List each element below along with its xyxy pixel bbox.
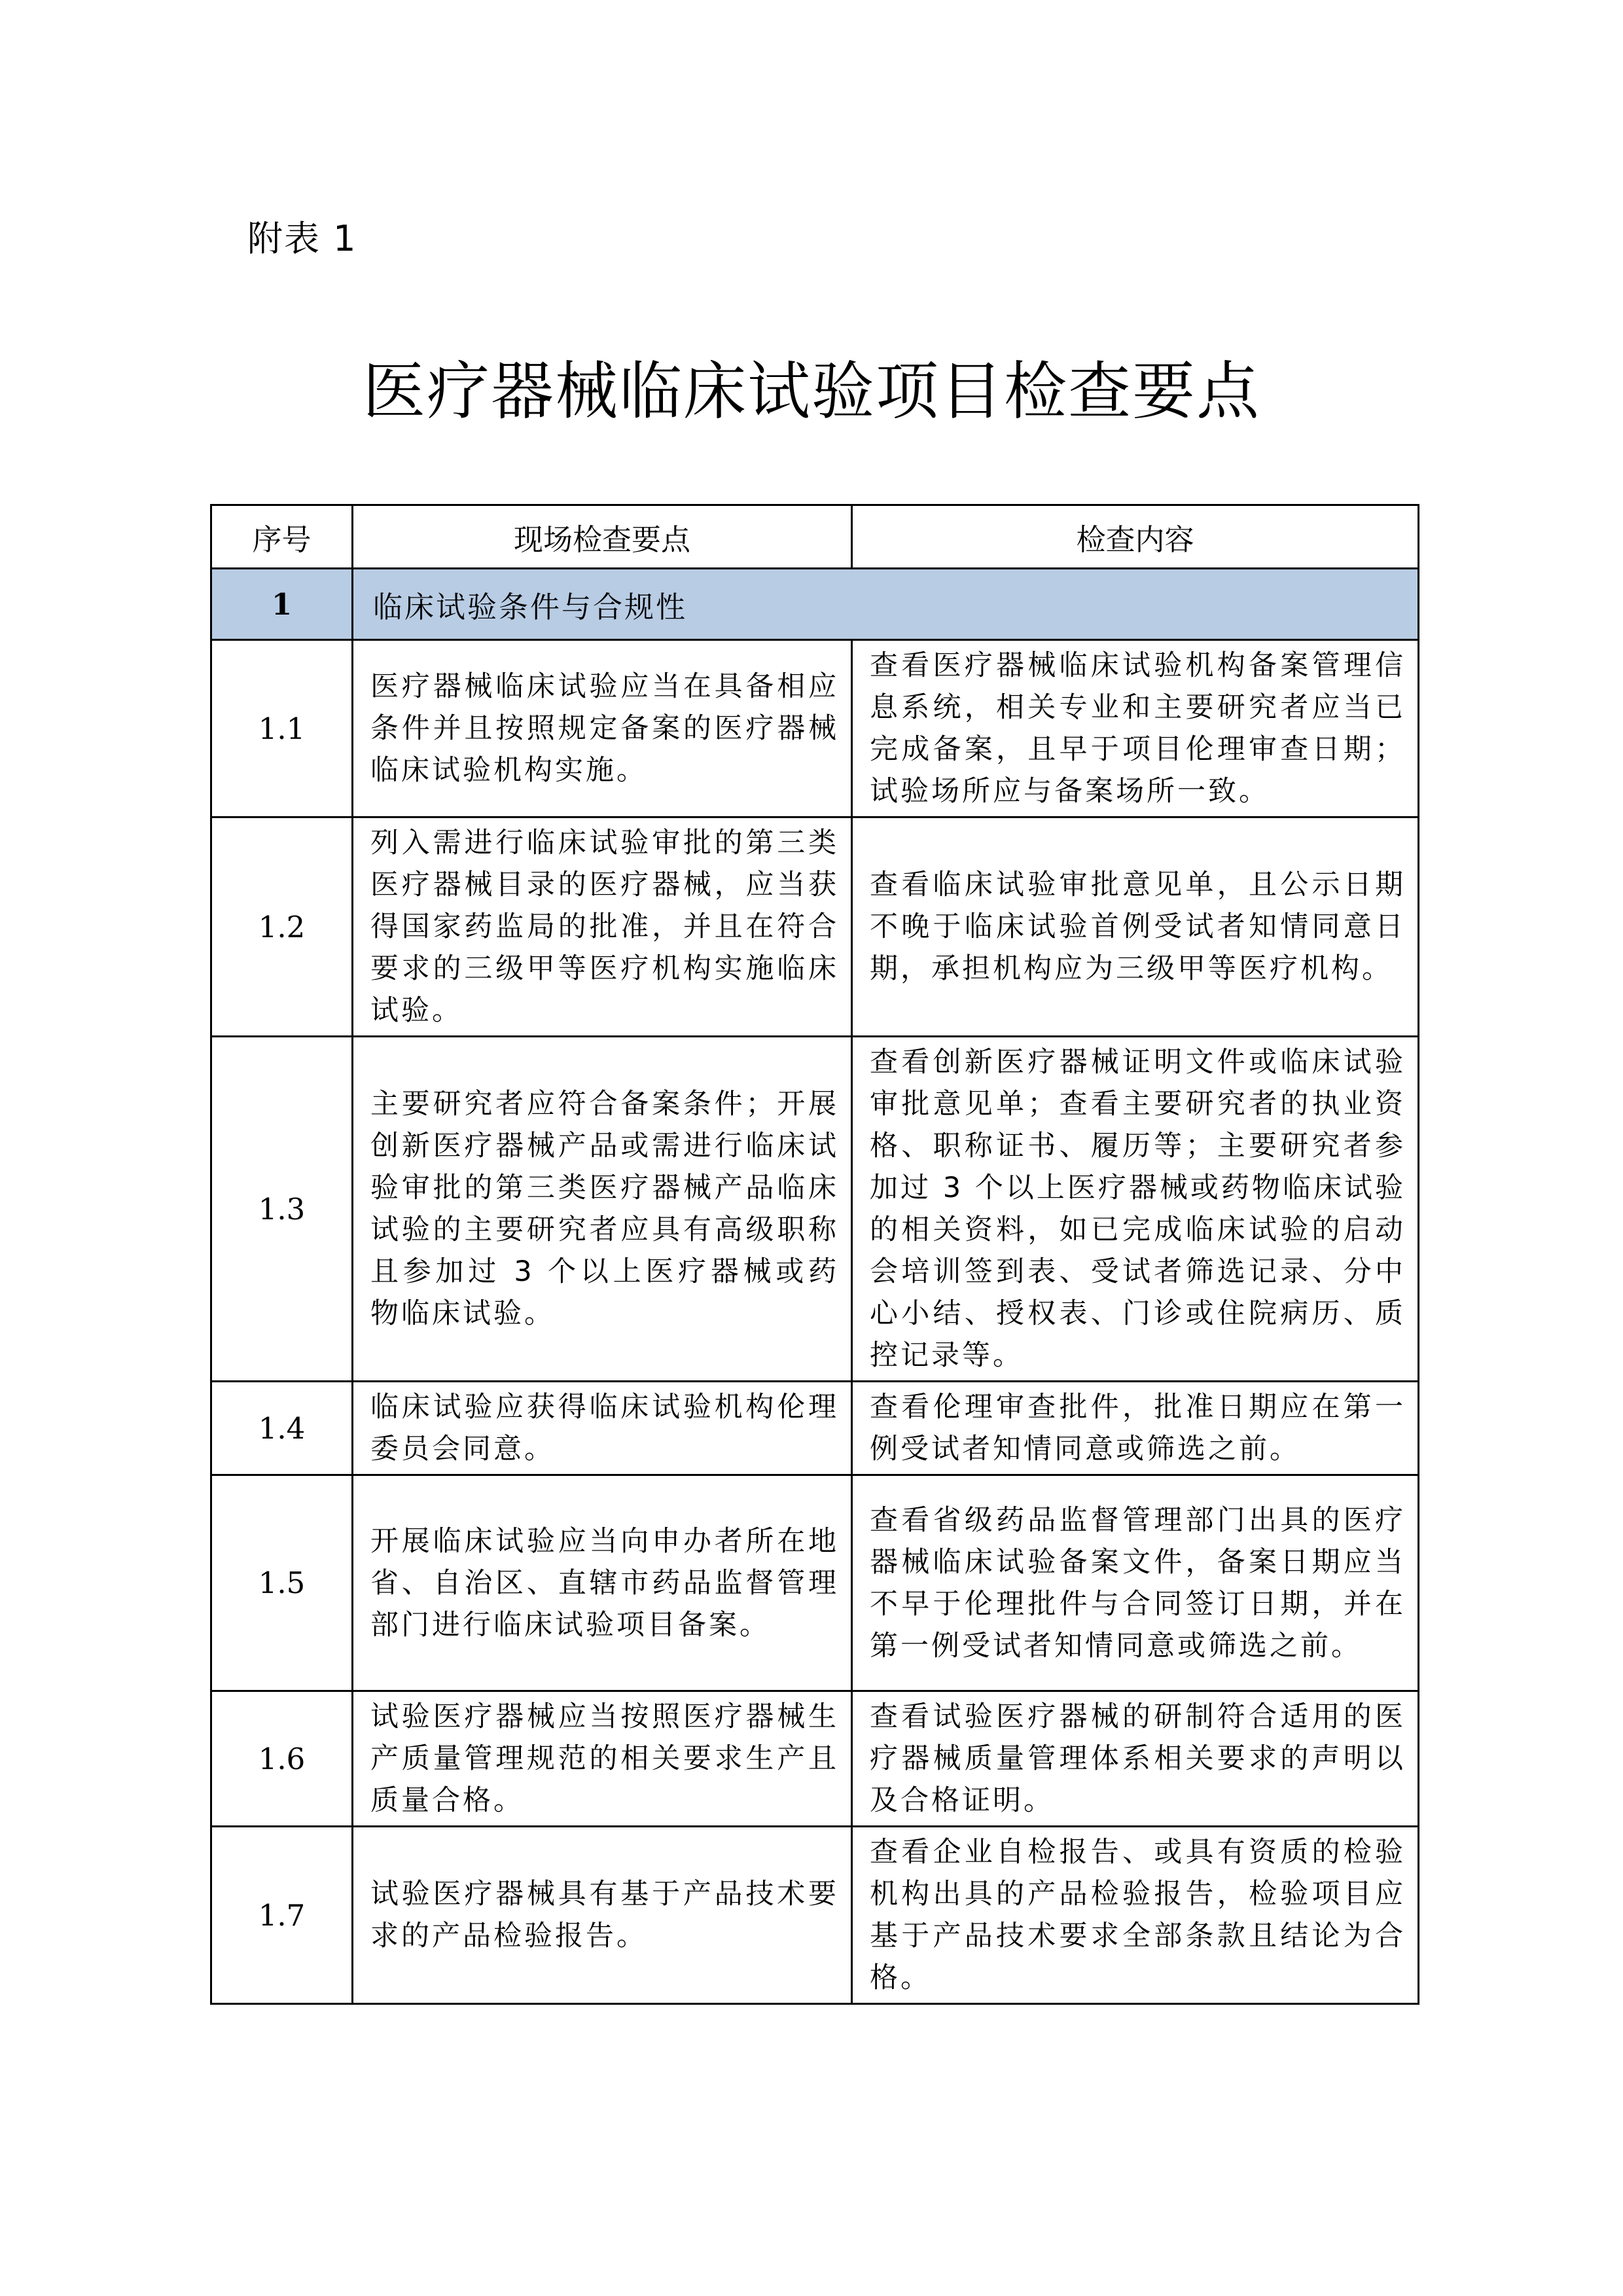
table-row xyxy=(211,1691,1419,1827)
row-inspection-content: 查看创新医疗器械证明文件或临床试验审批意见单；查看主要研究者的执业资格、职称证书、履历等；主要研究者参加过 3 个以上医疗器械或药物临床试验的相关资料，如已完成临床试验的启动会培训签到表、受试者筛选记录、分中心小结、授权表、门诊或住院病历、质控记录等。 xyxy=(852,1037,1419,1382)
table-row xyxy=(211,1037,1419,1382)
row-inspection-content: 查看省级药品监督管理部门出具的医疗器械临床试验备案文件，备案日期应当不早于伦理批件与合同签订日期，并在第一例受试者知情同意或筛选之前。 xyxy=(852,1475,1419,1691)
table-row xyxy=(211,1475,1419,1691)
section-title: 临床试验条件与合规性 xyxy=(353,569,1419,640)
row-inspection-content: 查看伦理审查批件，批准日期应在第一例受试者知情同意或筛选之前。 xyxy=(852,1382,1419,1475)
row-inspection-point: 主要研究者应符合备案条件；开展创新医疗器械产品或需进行临床试验审批的第三类医疗器械产品临床试验的主要研究者应具有高级职称且参加过 3 个以上医疗器械或药物临床试验。 xyxy=(353,1037,852,1382)
row-number: 1.4 xyxy=(211,1382,353,1475)
row-inspection-content: 查看试验医疗器械的研制符合适用的医疗器械质量管理体系相关要求的声明以及合格证明。 xyxy=(852,1691,1419,1827)
header-serial-number: 序号 xyxy=(211,505,353,569)
section-number: 1 xyxy=(211,569,353,640)
row-inspection-point: 列入需进行临床试验审批的第三类医疗器械目录的医疗器械，应当获得国家药监局的批准，并且在符合要求的三级甲等医疗机构实施临床试验。 xyxy=(353,817,852,1037)
row-inspection-point: 临床试验应获得临床试验机构伦理委员会同意。 xyxy=(353,1382,852,1475)
table-row xyxy=(211,640,1419,817)
row-number: 1.3 xyxy=(211,1037,353,1382)
row-number: 1.6 xyxy=(211,1691,353,1827)
header-inspection-content: 检查内容 xyxy=(852,505,1419,569)
table-row xyxy=(211,817,1419,1037)
row-inspection-point: 开展临床试验应当向申办者所在地省、自治区、直辖市药品监督管理部门进行临床试验项目备案。 xyxy=(353,1475,852,1691)
row-inspection-content: 查看企业自检报告、或具有资质的检验机构出具的产品检验报告，检验项目应基于产品技术要求全部条款且结论为合格。 xyxy=(852,1827,1419,2004)
row-number: 1.7 xyxy=(211,1827,353,2004)
table-row xyxy=(211,1827,1419,2004)
inspection-checklist-table xyxy=(210,504,1419,2005)
row-inspection-point: 试验医疗器械应当按照医疗器械生产质量管理规范的相关要求生产且质量合格。 xyxy=(353,1691,852,1827)
header-inspection-point: 现场检查要点 xyxy=(353,505,852,569)
annex-label: 附表 1 xyxy=(247,218,357,259)
row-number: 1.1 xyxy=(211,640,353,817)
row-inspection-point: 医疗器械临床试验应当在具备相应条件并且按照规定备案的医疗器械临床试验机构实施。 xyxy=(353,640,852,817)
row-inspection-content: 查看临床试验审批意见单，且公示日期不晚于临床试验首例受试者知情同意日期，承担机构应为三级甲等医疗机构。 xyxy=(852,817,1419,1037)
table-header-row xyxy=(211,505,1419,569)
row-inspection-point: 试验医疗器械具有基于产品技术要求的产品检验报告。 xyxy=(353,1827,852,2004)
row-inspection-content: 查看医疗器械临床试验机构备案管理信息系统，相关专业和主要研究者应当已完成备案，且早于项目伦理审查日期；试验场所应与备案场所一致。 xyxy=(852,640,1419,817)
row-number: 1.2 xyxy=(211,817,353,1037)
table-row xyxy=(211,1382,1419,1475)
section-row xyxy=(211,569,1419,640)
document-title: 医疗器械临床试验项目检查要点 xyxy=(363,355,1260,428)
row-number: 1.5 xyxy=(211,1475,353,1691)
